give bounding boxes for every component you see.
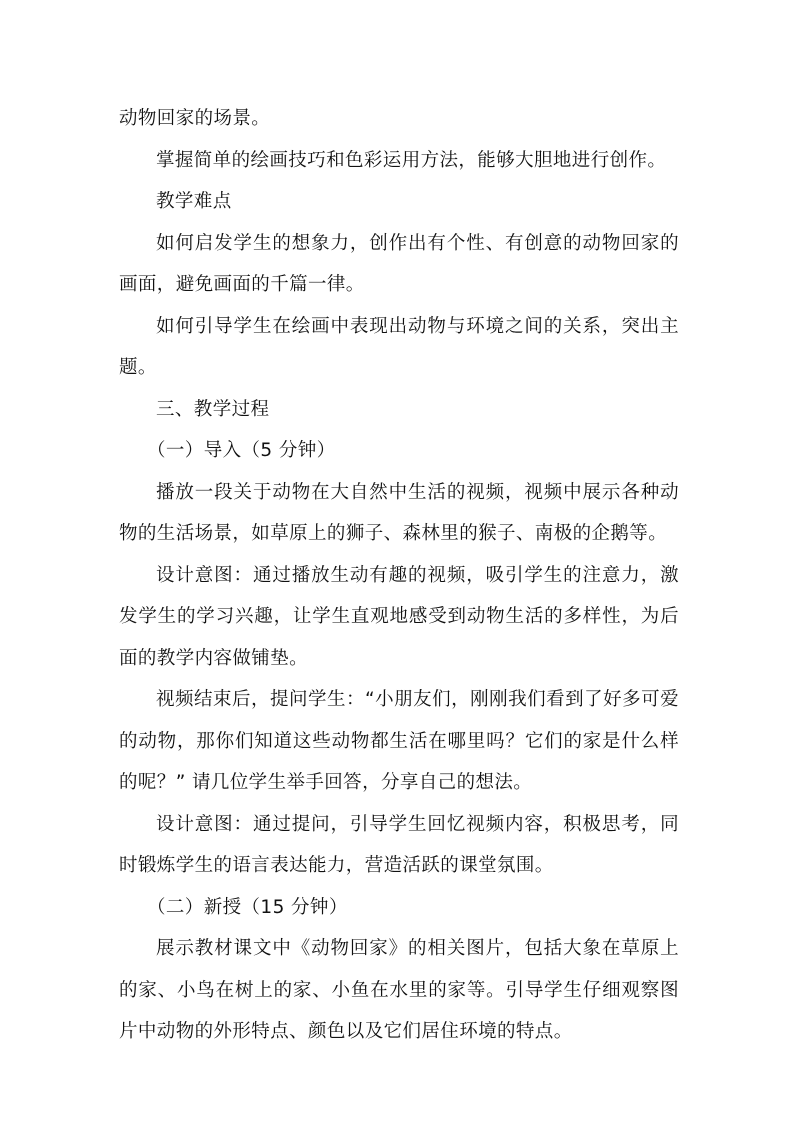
subsection-heading-intro: （一）导入（5 分钟） — [147, 440, 336, 461]
paragraph-difficulty-1: 如何启发学生的想象力，创作出有个性、有创意的动物回家的画面，避免画面的千篇一律。 — [119, 232, 679, 295]
paragraph-objective: 掌握简单的绘画技巧和色彩运用方法，能够大胆地进行创作。 — [156, 149, 667, 171]
paragraph-difficulty-2: 如何引导学生在绘画中表现出动物与环境之间的关系，突出主题。 — [119, 315, 679, 378]
paragraph-question: 视频结束后，提问学生：“小朋友们，刚刚我们看到了好多可爱的动物，那你们知道这些动物都生活在哪里吗？它们的家是什么样的呢？” 请几位学生举手回答，分享自己的想法。 — [119, 689, 679, 793]
paragraph-continuation: 动物回家的场景。 — [119, 108, 271, 129]
subsection-heading-new-lesson: （二）新授（15 分钟） — [147, 896, 348, 918]
document-body — [119, 98, 679, 1053]
paragraph-video: 播放一段关于动物在大自然中生活的视频，视频中展示各种动物的生活场景，如草原上的狮子、森林里的猴子、南极的企鹅等。 — [119, 481, 679, 544]
paragraph-design-intent-2: 设计意图：通过提问，引导学生回忆视频内容，积极思考，同时锻炼学生的语言表达能力，营造活跃的课堂氛围。 — [119, 813, 679, 876]
section-heading-difficulties: 教学难点 — [156, 191, 232, 212]
paragraph-design-intent-1: 设计意图：通过播放生动有趣的视频，吸引学生的注意力，激发学生的学习兴趣，让学生直观地感受到动物生活的多样性，为后面的教学内容做铺垫。 — [119, 564, 679, 669]
section-heading-process: 三、教学过程 — [156, 398, 270, 420]
paragraph-textbook: 展示教材课文中《动物回家》的相关图片，包括大象在草原上的家、小鸟在树上的家、小鱼在水里的家等。引导学生仔细观察图片中动物的外形特点、颜色以及它们居住环境的特点。 — [119, 938, 679, 1042]
